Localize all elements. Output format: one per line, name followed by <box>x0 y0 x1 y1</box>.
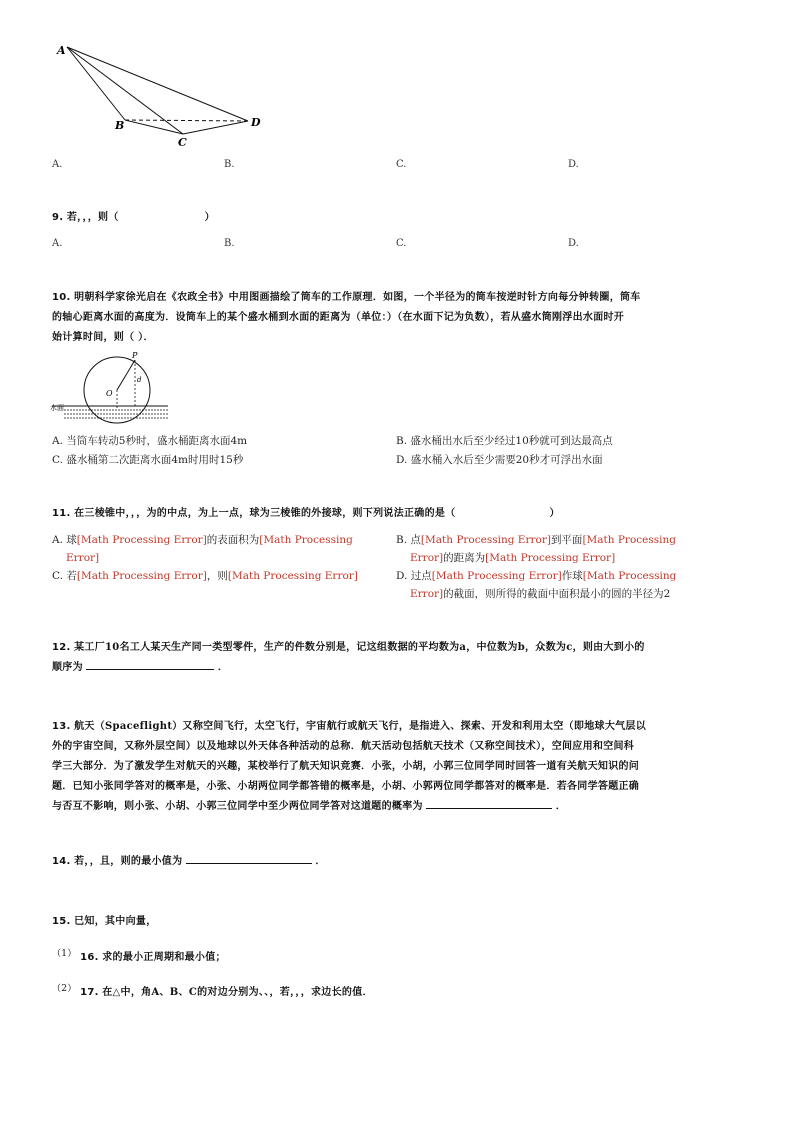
q11-option-d <box>396 567 741 603</box>
q15-stem <box>52 912 157 932</box>
q11-d-prefix: D. 过点 <box>396 570 432 582</box>
edge-bd <box>125 120 248 121</box>
q11-b-dist: 的距离为 <box>443 552 486 564</box>
q11-b-err2-end: Error] <box>410 552 444 564</box>
q10-line2: 的轴心距离水面的高度为．设筒车上的某个盛水桶到水面的距离为（单位：）（在水面下记为负数），若从盛水筒刚浮出水面时开 <box>52 312 625 323</box>
q12-line1: 某工厂10名工人某天生产同一类型零件，生产的件数分别是，记这组数据的平均数为a，中位数为b，众数为c，则由大到小的 <box>74 642 645 653</box>
q9-option-b: B. <box>224 238 235 249</box>
q13-line3: 学三大部分．为了激发学生对航天的兴趣，某校举行了航天知识竞赛．小张，小胡，小郭三位同学同时回答一道有关航天知识的问 <box>52 761 640 772</box>
q10-option-d: D. 盛水桶入水后至少需要20秒才可浮出水面 <box>396 454 603 466</box>
q14-answer-blank[interactable] <box>186 852 312 864</box>
q11-c-prefix: C. 若 <box>52 570 77 582</box>
q11-c-err1: [Math Processing Error] <box>76 570 207 582</box>
q11-option-c <box>52 567 358 585</box>
q13-answer-blank[interactable] <box>426 797 552 809</box>
q9-text: 若，，，则（ <box>66 212 119 223</box>
q11-d-err2: [Math Processing <box>582 570 677 582</box>
q10-number: 10. <box>52 292 71 303</box>
radius-op <box>117 360 135 390</box>
q15-part1 <box>52 944 226 968</box>
q11-close: ） <box>549 508 560 519</box>
q14-stem <box>52 852 326 872</box>
q9-stem <box>52 208 215 228</box>
q13-end: ． <box>555 801 567 812</box>
q11-number: 11. <box>52 508 71 519</box>
label-water: 水面 <box>50 404 64 412</box>
q11-d-err1: [Math Processing Error] <box>431 570 562 582</box>
q11-d-rest: 的截面，则所得的截面中面积最小的圆的半径为2 <box>443 588 671 600</box>
q10-line1: 明朝科学家徐光启在《农政全书》中用图画描绘了筒车的工作原理．如图，一个半径为的筒车按逆时针方向每分钟转圈，筒车 <box>74 292 641 303</box>
q15-part2-tag: （2） <box>52 984 77 994</box>
q11-d-mid: 作球 <box>561 570 583 582</box>
q11-b-prefix: B. 点 <box>396 534 421 546</box>
q9-option-c: C. <box>396 238 407 249</box>
label-a: A <box>57 44 66 57</box>
q12-end: ． <box>217 662 229 673</box>
q16-text: 求的最小正周期和最小值； <box>102 952 226 963</box>
q11-b-err3: [Math Processing Error] <box>485 552 616 564</box>
q13-number: 13. <box>52 721 71 732</box>
q17-text: 在△中，角A、B、C的对边分别为、、，若，，，求边长的值． <box>102 987 373 998</box>
q13-line2: 外的宇宙空间，又称外层空间）以及地球以外天体各种活动的总称．航天活动包括航天技术（又称空间技术），空间应用和空间科 <box>52 741 635 752</box>
q11-b-err1: [Math Processing Error] <box>420 534 551 546</box>
label-d: d <box>137 376 142 384</box>
q11-c-err2: [Math Processing Error] <box>227 570 358 582</box>
q16-number: 16. <box>80 952 99 963</box>
q15-part2 <box>52 979 373 1003</box>
q11-a-mid: 的表面积为 <box>206 534 260 546</box>
q12-number: 12. <box>52 642 71 653</box>
q9-number: 9. <box>52 212 64 223</box>
q8-option-c: C. <box>396 159 407 170</box>
q11-option-b <box>396 531 741 567</box>
q10-option-c: C. 盛水桶第二次距离水面4m时用时15秒 <box>52 454 244 466</box>
q13-stem <box>52 717 752 817</box>
label-b: B <box>115 119 125 132</box>
q15-text: 已知，其中向量， <box>74 916 157 927</box>
q11-a-err2-end: Error] <box>66 552 100 564</box>
q13-line4: 题．已知小张同学答对的概率是，小张、小胡两位同学都答错的概率是，小胡、小郭两位同学都答对的概率是．若各同学答题正确 <box>52 781 640 792</box>
q15-part1-tag: （1） <box>52 949 77 959</box>
q9-option-a: A. <box>52 238 63 249</box>
q12-answer-blank[interactable] <box>86 658 214 670</box>
q10-stem <box>52 288 752 348</box>
q10-option-a: A. 当筒车转动5秒时，盛水桶距离水面4m <box>52 435 248 447</box>
q10-option-b: B. 盛水桶出水后至少经过10秒就可到达最高点 <box>396 435 613 447</box>
q11-option-a <box>52 531 387 567</box>
q11-b-mid: 到平面 <box>550 534 583 546</box>
water-wheel-figure <box>50 350 170 430</box>
q15-number: 15. <box>52 916 71 927</box>
edge-cd <box>183 121 248 134</box>
q13-line5: 与否互不影响，则小张、小胡、小郭三位同学中至少两位同学答对这道题的概率为 <box>52 801 423 812</box>
q14-end: ． <box>315 856 326 867</box>
q11-c-mid: ，则 <box>206 570 228 582</box>
q10-line3: 始计算时间，则（ ）． <box>52 332 154 343</box>
q11-b-err2: [Math Processing <box>582 534 676 546</box>
label-c: C <box>178 136 187 149</box>
q11-a-err2: [Math Processing <box>259 534 353 546</box>
label-p: P <box>132 351 138 360</box>
geometry-figure <box>55 38 270 150</box>
q8-option-a: A. <box>52 159 63 170</box>
q11-text: 在三棱锥中，，，为的中点，为上一点，球为三棱锥的外接球，则下列说法正确的是（ <box>74 508 456 519</box>
q11-a-err1: [Math Processing Error] <box>76 534 207 546</box>
q9-option-d: D. <box>568 238 579 249</box>
edge-ac <box>67 47 183 134</box>
q11-a-prefix: A. 球 <box>52 534 77 546</box>
q11-d-err2-end: Error] <box>410 588 444 600</box>
q14-text: 若，，且，则的最小值为 <box>74 856 183 867</box>
q11-stem <box>52 504 560 524</box>
q14-number: 14. <box>52 856 71 867</box>
label-d: D <box>251 116 261 129</box>
q12-line2: 顺序为 <box>52 662 83 673</box>
q8-option-b: B. <box>224 159 235 170</box>
q8-option-d: D. <box>568 159 579 170</box>
edge-ad <box>67 47 248 121</box>
q12-stem <box>52 638 752 678</box>
q13-line1: 航天（Spaceflight）又称空间飞行，太空飞行，宇宙航行或航天飞行，是指进入、探索、开发和利用太空（即地球大气层以 <box>74 721 647 732</box>
q9-close: ） <box>204 212 215 223</box>
q17-number: 17. <box>80 987 99 998</box>
label-o: O <box>106 389 113 398</box>
